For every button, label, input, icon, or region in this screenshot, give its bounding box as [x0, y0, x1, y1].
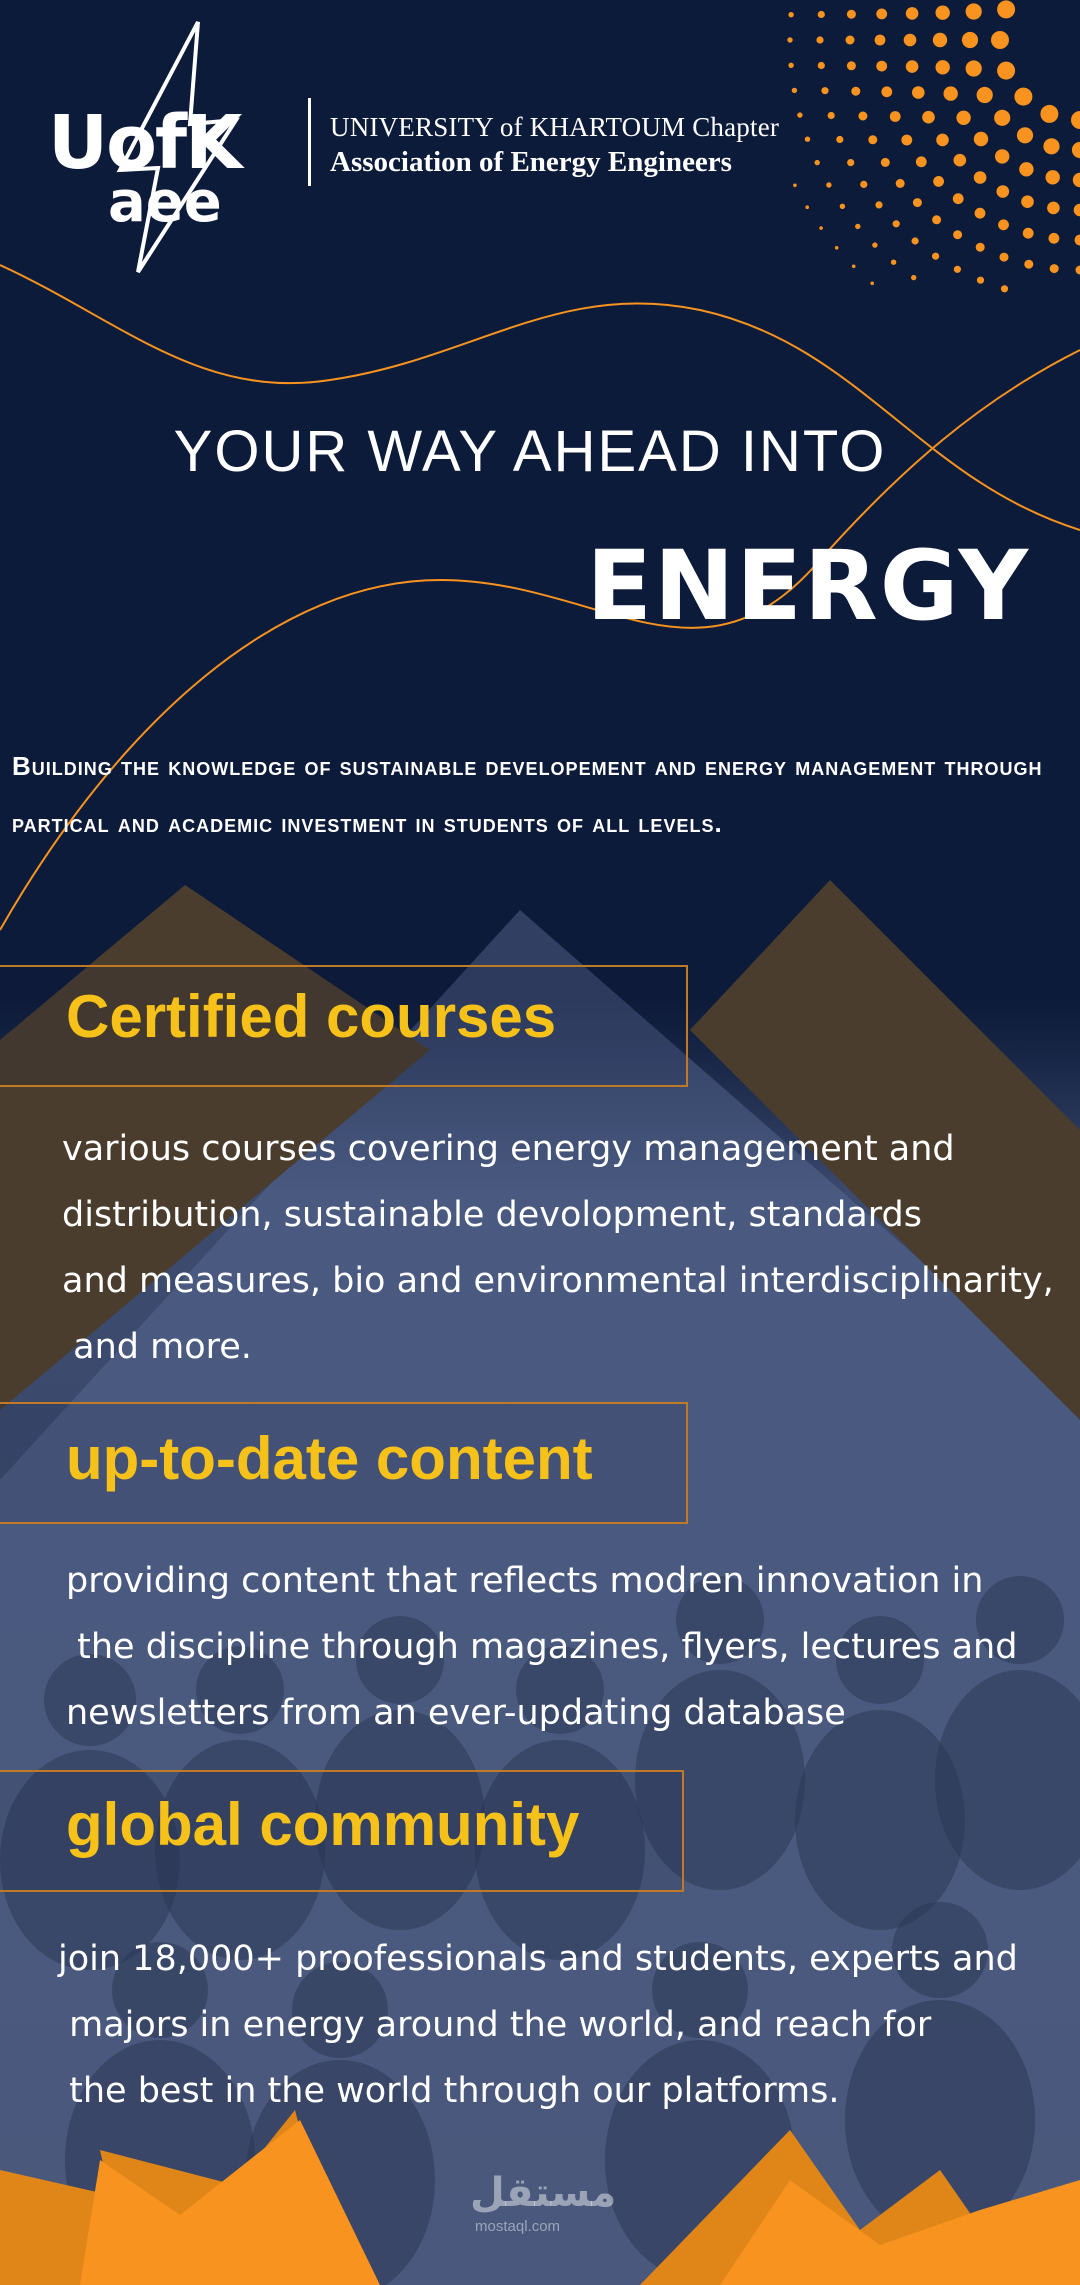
halftone-dot [851, 87, 860, 96]
halftone-dot [1072, 142, 1080, 158]
halftone-dot [818, 62, 825, 69]
halftone-dot [847, 10, 856, 19]
halftone-dot [974, 171, 987, 184]
halftone-dot [787, 37, 792, 42]
halftone-dot [913, 198, 922, 207]
halftone-dot [1076, 266, 1080, 275]
halftone-dot [876, 9, 887, 20]
halftone-dot [816, 36, 823, 43]
halftone-dot [936, 6, 950, 20]
dot-pattern [787, 0, 1080, 292]
halftone-dot [815, 160, 820, 165]
body-line: and measures, bio and environmental interdisciplinarity, [62, 1261, 1054, 1301]
halftone-dot [991, 31, 1009, 49]
halftone-dot [936, 134, 949, 147]
halftone-dot [1014, 88, 1032, 106]
section-title-up-to-date-content: up-to-date content [66, 1425, 593, 1492]
halftone-dot [875, 35, 886, 46]
halftone-dot [1050, 264, 1059, 273]
halftone-dot [788, 12, 793, 17]
section-title-certified-courses: Certified courses [66, 983, 557, 1050]
halftone-dot [797, 112, 802, 117]
halftone-dot [922, 111, 935, 124]
halftone-dot [826, 182, 831, 187]
halftone-dot [1047, 202, 1060, 215]
halftone-dot [835, 246, 839, 250]
section-body-global-community [58, 1926, 1068, 2124]
halftone-dot [846, 36, 855, 45]
halftone-dot [891, 260, 896, 265]
halftone-dot [1046, 170, 1060, 184]
halftone-dot [896, 179, 905, 188]
logo-wordmark: UofK [48, 100, 241, 186]
halftone-dot [819, 226, 823, 230]
body-line: the best in the world through our platforms. [58, 2071, 840, 2111]
halftone-dot [956, 111, 970, 125]
halftone-dot [997, 0, 1015, 18]
halftone-dot [912, 237, 919, 244]
halftone-dot [962, 32, 978, 48]
halftone-dot [911, 275, 916, 280]
halftone-dot [893, 220, 900, 227]
halftone-dot [975, 208, 986, 219]
halftone-dot [1000, 253, 1009, 262]
halftone-dot [805, 137, 810, 142]
body-line: various courses covering energy management and [62, 1129, 955, 1169]
halftone-dot [836, 136, 843, 143]
halftone-dot [932, 253, 939, 260]
section-body-up-to-date-content [66, 1548, 1076, 1746]
halftone-dot [847, 61, 856, 70]
section-title-global-community: global community [66, 1791, 580, 1858]
halftone-dot [1075, 235, 1080, 246]
halftone-dot [933, 33, 947, 47]
body-line: the discipline through magazines, flyers, lectures and [66, 1627, 1018, 1667]
body-line: majors in energy around the world, and reach for [58, 2005, 932, 2045]
halftone-dot [1001, 285, 1008, 292]
halftone-dot [876, 61, 887, 72]
body-line: join 18,000+ proofessionals and students, experts and [58, 1939, 1018, 1979]
halftone-dot [966, 60, 982, 76]
halftone-dot [906, 7, 919, 20]
halftone-dot [932, 215, 941, 224]
halftone-dot [936, 60, 950, 74]
halftone-dot [966, 3, 982, 19]
halftone-dot [944, 86, 958, 100]
halftone-dot [976, 243, 985, 252]
halftone-dot [890, 111, 901, 122]
halftone-dot [933, 176, 944, 187]
halftone-dot [995, 149, 1009, 163]
halftone-dot [954, 154, 967, 167]
logo-subword: aee [108, 170, 222, 235]
watermark-url: mostaql.com [475, 2218, 561, 2235]
halftone-dot [1073, 173, 1080, 187]
halftone-dot [821, 87, 828, 94]
body-line: distribution, sustainable devolopment, standards [62, 1195, 922, 1235]
halftone-dot [855, 224, 860, 229]
halftone-dot [818, 11, 825, 18]
halftone-dot [868, 135, 877, 144]
halftone-dot [916, 156, 927, 167]
halftone-dot [793, 184, 797, 188]
halftone-dot [953, 193, 964, 204]
halftone-dot [1024, 260, 1033, 269]
halftone-dot [858, 112, 867, 121]
halftone-dot [860, 181, 867, 188]
halftone-dot [1017, 127, 1033, 143]
headline: YOUR WAY AHEAD INTO [173, 419, 887, 484]
halftone-dot [792, 88, 797, 93]
halftone-dot [881, 158, 890, 167]
halftone-dot [997, 185, 1010, 198]
body-line: and more. [62, 1327, 252, 1367]
halftone-dot [997, 62, 1015, 80]
logo-divider [308, 98, 311, 186]
halftone-dot [912, 86, 925, 99]
halftone-dot [1043, 138, 1059, 154]
halftone-dot [901, 135, 912, 146]
halftone-dot [805, 205, 809, 209]
halftone-dot [1071, 111, 1080, 129]
halftone-dot [1023, 228, 1034, 239]
halftone-dot [872, 242, 877, 247]
halftone-dot [840, 204, 845, 209]
halftone-dot [852, 265, 856, 269]
halftone-dot [881, 86, 892, 97]
halftone-dot [974, 132, 988, 146]
chapter-name: UNIVERSITY of KHARTOUM Chapter [330, 112, 780, 142]
halftone-dot [847, 159, 854, 166]
halftone-dot [994, 110, 1010, 126]
body-line: newsletters from an ever-updating database [66, 1693, 846, 1733]
halftone-dot [1049, 233, 1060, 244]
halftone-dot [1040, 105, 1058, 123]
halftone-dot [1019, 162, 1033, 176]
halftone-dot [828, 112, 835, 119]
halftone-dot [954, 266, 961, 273]
logo [48, 80, 278, 235]
halftone-dot [953, 230, 962, 239]
headline-emphasis: ENERGY [586, 530, 1030, 642]
association-name: Association of Energy Engineers [330, 146, 732, 178]
body-line: providing content that reflects modren innovation in [66, 1561, 984, 1601]
halftone-dot [906, 60, 919, 73]
halftone-dot [1021, 195, 1034, 208]
halftone-dot [977, 277, 984, 284]
halftone-dot [904, 34, 917, 47]
orange-curve-1 [0, 265, 1080, 530]
watermark-logo: مستقل [470, 2171, 617, 2215]
section-body-certified-courses [62, 1116, 1072, 1380]
halftone-dot [977, 87, 993, 103]
halftone-dot [998, 219, 1009, 230]
halftone-dot [1074, 204, 1080, 217]
halftone-dot [875, 201, 882, 208]
halftone-dot [788, 63, 793, 68]
mission-statement: Building the knowledge of sustainable developement and energy management through partical and academic investment in students of all levels. [12, 751, 1043, 838]
halftone-dot [870, 282, 874, 286]
